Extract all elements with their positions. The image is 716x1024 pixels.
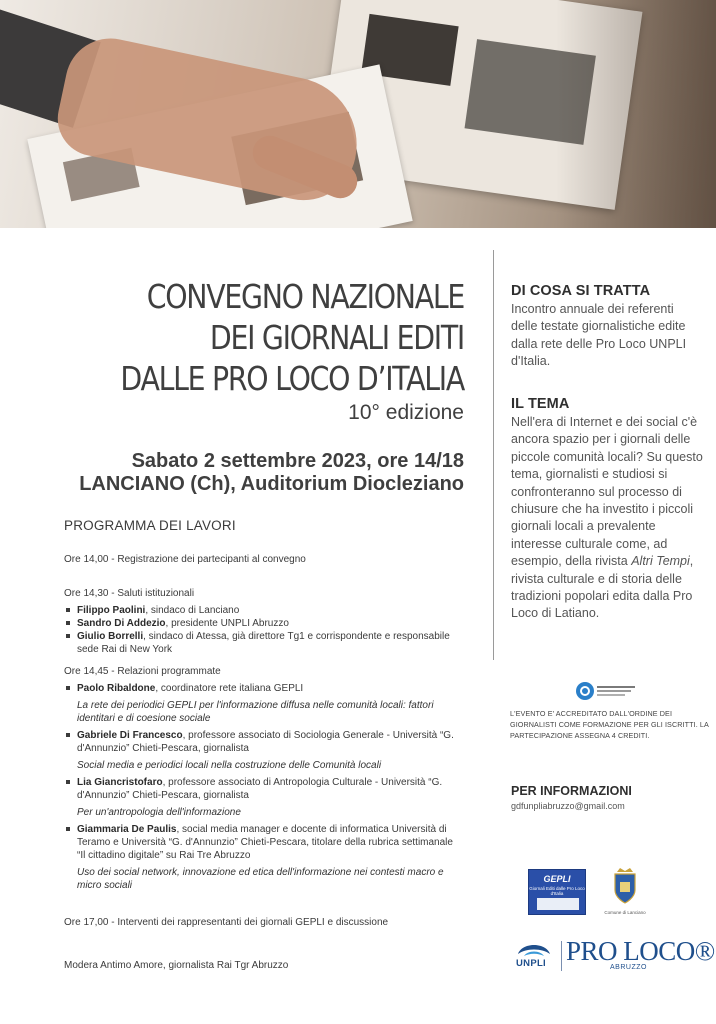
program-title: PROGRAMMA DEI LAVORI	[64, 518, 236, 533]
moderator: Modera Antimo Amore, giornalista Rai Tgr Abruzzo	[64, 960, 289, 971]
info-title: PER INFORMAZIONI	[511, 784, 632, 798]
title-line-3: DALLE PRO LOCO D’ITALIA	[120, 359, 464, 398]
speaker-name: Giammaria De Paulis	[77, 824, 177, 835]
about-text: Incontro annuale dei referenti delle testate giornalistiche edite dalla rete delle Pro Loco UNPLI d'Italia.	[511, 302, 687, 369]
list-item	[64, 729, 464, 755]
theme-section	[511, 396, 703, 623]
info-email[interactable]: gdfunpliabruzzo@gmail.com	[511, 801, 625, 811]
about-section	[511, 283, 703, 371]
speaker-role: , presidente UNPLI Abruzzo	[165, 618, 289, 629]
program-closing: Ore 17,00 - Interventi dei rappresentanti dei giornali GEPLI e discussione	[64, 917, 389, 928]
speaker-name: Sandro Di Addezio	[77, 618, 166, 629]
proloco-wordmark: PRO LOCO®	[566, 936, 715, 966]
talk-topic: Per un'antropologia dell'informazione	[77, 807, 241, 818]
talks-list	[64, 682, 464, 695]
talk-topic: Uso dei social network, innovazione ed etica dell'informazione nei contesti macro e micro sociali	[77, 867, 444, 891]
odg-logo-icon	[575, 680, 639, 702]
talk-topic: La rete dei periodici GEPLI per l'informazione diffusa nelle comunità locali: fattori identitari e di coesione sociale	[77, 700, 434, 724]
comune-crest-icon	[612, 868, 638, 906]
comune-caption: Comune di Lanciano	[604, 910, 646, 915]
talks-heading: Ore 14,45 - Relazioni programmate	[64, 666, 221, 677]
greetings-heading: Ore 14,30 - Saluti istituzionali	[64, 588, 195, 599]
list-item	[64, 617, 464, 630]
edition: 10° edizione	[348, 401, 464, 424]
column-divider	[493, 250, 494, 660]
gepli-logo: GEPLI Giornali Editi dalle Pro Loco d'Italia	[528, 869, 586, 915]
list-item	[64, 604, 464, 617]
speaker-role: , sindaco di Atessa, già direttore Tg1 e corrispondente e responsabile sede Rai di New York	[77, 631, 450, 655]
talk-topic: Social media e periodici locali nella costruzione delle Comunità locali	[77, 760, 382, 771]
list-item	[64, 630, 464, 656]
event-title	[60, 276, 464, 425]
speaker-name: Giulio Borrelli	[77, 631, 144, 642]
theme-text: Nell'era di Internet e dei social c'è ancora spazio per i giornali delle piccole comunità locali? Su questo tema, giornalisti e studiosi si confronteranno sul processo di chiusure che ha investito i piccoli giornali locali a prevalente interesse culturale come, ad esempio, della rivista Altri Tempi, rivista culturale e di storia delle tradizioni popolari edita dalla Pro Loco di Latiano.	[511, 415, 703, 621]
proloco-region: ABRUZZO	[610, 964, 647, 971]
speaker-name: Paolo Ribaldone	[77, 683, 156, 694]
speaker-role: , sindaco di Lanciano	[145, 605, 240, 616]
accreditation-note: L'EVENTO E' ACCREDITATO DALL'ORDINE DEI GIORNALISTI COME FORMAZIONE PER GLI ISCRITTI. LA PARTECIPAZIONE ASSEGNA 4 CREDITI.	[510, 709, 709, 740]
event-place: LANCIANO (Ch), Auditorium Diocleziano	[79, 473, 464, 495]
magazine-name: Altri Tempi	[631, 554, 690, 569]
title-line-1: CONVEGNO NAZIONALE	[146, 277, 465, 316]
speaker-role: , social media manager e docente di informatica Università di Teramo e Università “G. d'Annunzio” Chieti-Pescara, titolare della rubrica settimanale “Il cittadino digitale” su Rai Tre Abruzzo	[77, 824, 453, 861]
speaker-role: , professore associato di Sociologia Generale - Università “G. d'Annunzio” Chieti-Pescara, giornalista	[77, 730, 454, 754]
speaker-name: Gabriele Di Francesco	[77, 730, 183, 741]
speaker-name: Lia Giancristofaro	[77, 777, 163, 788]
event-date: Sabato 2 settembre 2023, ore 14/18	[131, 450, 464, 472]
program-registration: Ore 14,00 - Registrazione dei partecipanti al convegno	[64, 554, 306, 565]
speaker-name: Filippo Paolini	[77, 605, 146, 616]
list-item	[64, 682, 464, 695]
list-item	[64, 823, 464, 862]
unpli-wordmark: UNPLI	[516, 958, 546, 969]
speaker-role: , professore associato di Antropologia Culturale - Università “G. d'Annunzio” Chieti-Pescara, giornalista	[77, 777, 443, 801]
title-line-2: DEI GIORNALI EDITI	[209, 318, 464, 357]
program	[64, 518, 464, 929]
theme-title: IL TEMA	[511, 396, 570, 412]
greetings-list	[64, 604, 464, 656]
list-item	[64, 776, 464, 802]
speaker-role: , coordinatore rete italiana GEPLI	[155, 683, 304, 694]
about-title: DI COSA SI TRATTA	[511, 283, 651, 299]
header-photo	[0, 0, 716, 228]
